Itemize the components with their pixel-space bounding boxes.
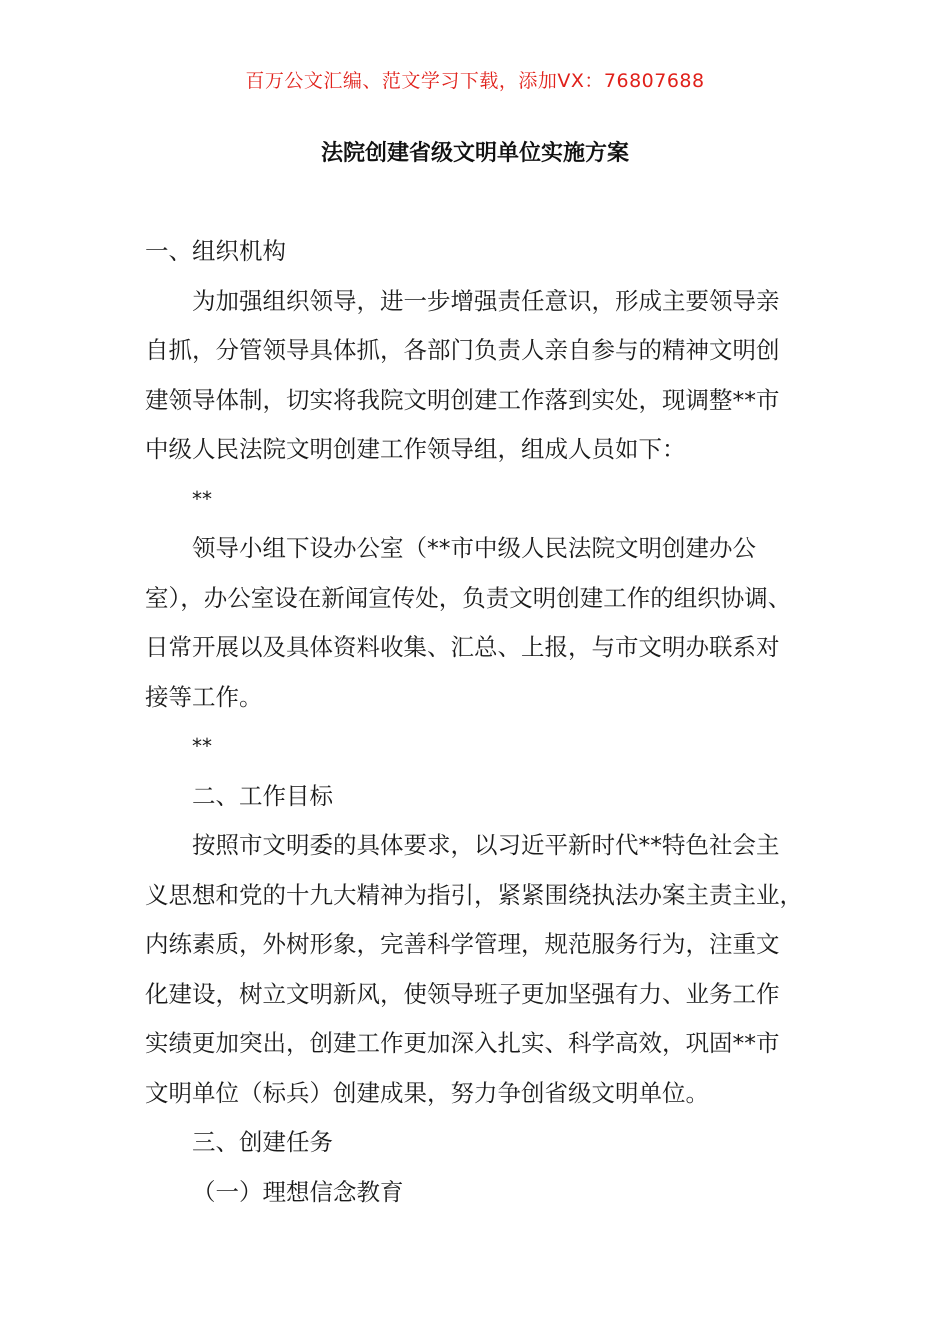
paragraph-line: 化建设，树立文明新风，使领导班子更加坚强有力、业务工作 xyxy=(145,979,780,1008)
section-heading-tasks: 三、创建任务 xyxy=(192,1128,333,1156)
paragraph-line: 义思想和党的十九大精神为指引，紧紧围绕执法办案主责主业， xyxy=(145,880,803,909)
subsection-heading: （一）理想信念教育 xyxy=(192,1177,404,1206)
paragraph-line: 按照市文明委的具体要求，以习近平新时代**特色社会主 xyxy=(192,831,780,859)
header-note: 百万公文汇编、范文学习下载，添加VX：76807688 xyxy=(245,70,705,92)
paragraph-line: 自抓，分管领导具体抓，各部门负责人亲自参与的精神文明创 xyxy=(145,336,780,364)
paragraph-line: 室），办公室设在新闻宣传处，负责文明创建工作的组织协调、 xyxy=(145,583,792,612)
paragraph-line: 为加强组织领导，进一步增强责任意识，形成主要领导亲 xyxy=(192,286,780,315)
paragraph-line: 内练素质，外树形象，完善科学管理，规范服务行为，注重文 xyxy=(145,930,780,958)
paragraph-line: 建领导体制，切实将我院文明创建工作落到实处，现调整**市 xyxy=(145,385,780,414)
paragraph-line: 中级人民法院文明创建工作领导组，组成人员如下： xyxy=(145,435,686,463)
section-heading-goals: 二、工作目标 xyxy=(192,781,333,810)
redacted-placeholder: ** xyxy=(192,486,212,511)
document-title: 法院创建省级文明单位实施方案 xyxy=(320,141,629,166)
paragraph-line: 实绩更加突出，创建工作更加深入扎实、科学高效，巩固**市 xyxy=(145,1029,780,1057)
redacted-placeholder: ** xyxy=(192,734,212,758)
paragraph-line: 文明单位（标兵）创建成果，努力争创省级文明单位。 xyxy=(145,1078,709,1107)
document-body xyxy=(145,227,831,1217)
paragraph-line: 日常开展以及具体资料收集、汇总、上报，与市文明办联系对 xyxy=(145,633,780,661)
paragraph-line: 领导小组下设办公室（**市中级人民法院文明创建办公 xyxy=(192,534,756,562)
section-heading-organization: 一、组织机构 xyxy=(145,237,286,265)
paragraph-line: 接等工作。 xyxy=(145,682,263,711)
